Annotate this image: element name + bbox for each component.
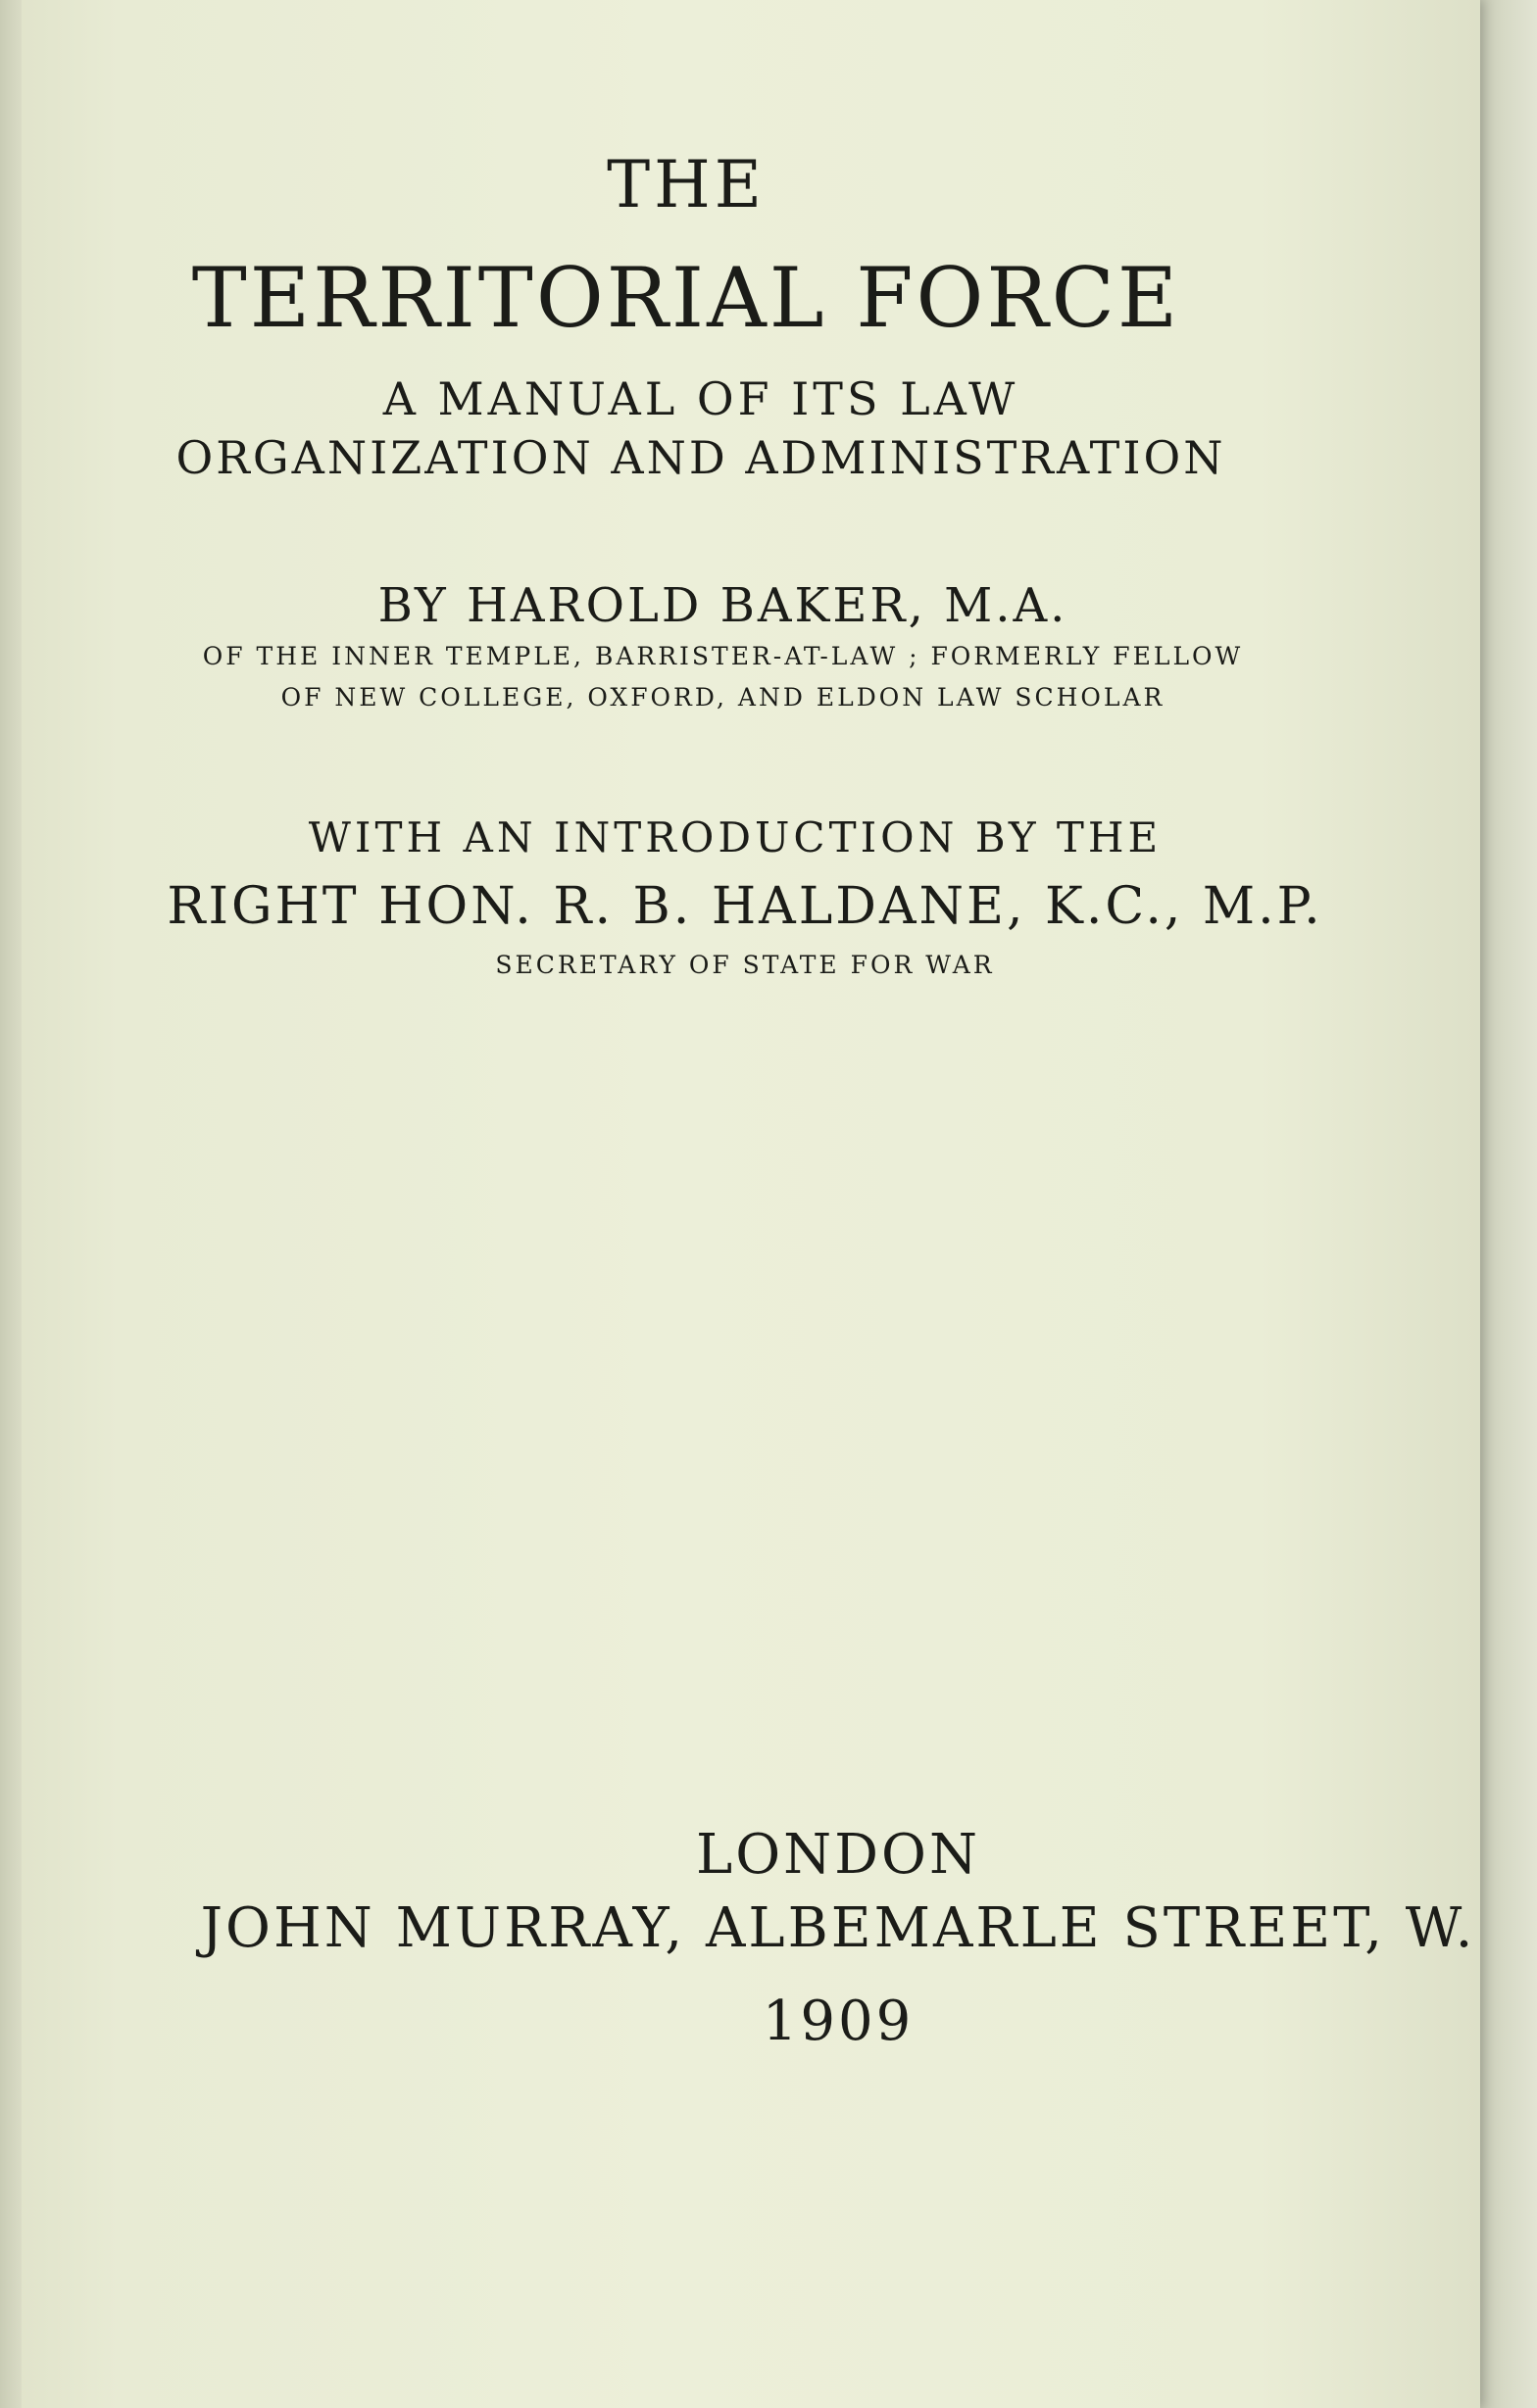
subtitle-line-2: ORGANIZATION AND ADMINISTRATION <box>175 431 1226 484</box>
book-title: TERRITORIAL FORCE <box>191 250 1181 346</box>
author-line: BY HAROLD BAKER, M.A. <box>377 578 1068 633</box>
subtitle-line-1: A MANUAL OF ITS LAW <box>382 372 1019 425</box>
publication-year: 1909 <box>762 1990 915 2053</box>
introduction-line: WITH AN INTRODUCTION BY THE <box>308 813 1163 861</box>
author-credentials-line-1: OF THE INNER TEMPLE, BARRISTER-AT-LAW ; FORMERLY FELLOW <box>202 642 1244 670</box>
introducer-name: RIGHT HON. R. B. HALDANE, K.C., M.P. <box>167 877 1323 936</box>
title-article: THE <box>607 147 766 222</box>
introducer-title: SECRETARY OF STATE FOR WAR <box>495 951 995 979</box>
author-credentials-line-2: OF NEW COLLEGE, OXFORD, AND ELDON LAW SCHOLAR <box>280 683 1165 712</box>
publication-place: LONDON <box>696 1823 980 1887</box>
publisher-line: JOHN MURRAY, ALBEMARLE STREET, W. <box>200 1896 1476 1960</box>
